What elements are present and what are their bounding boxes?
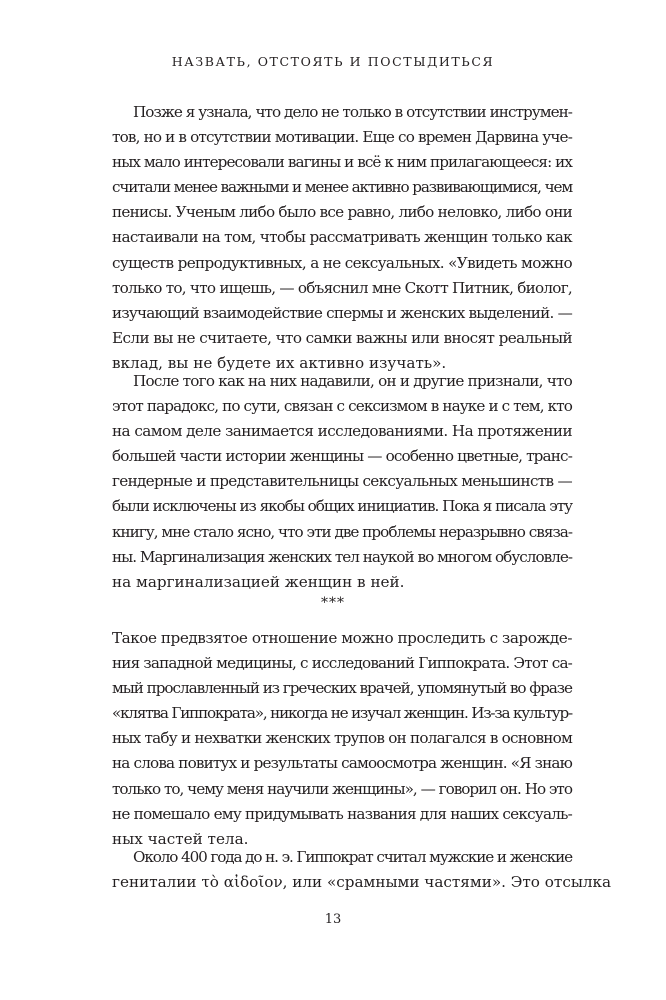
text-line: гениталии τὸ αἰδοῖον, или «срамными частями». Это отсылка <box>112 873 612 892</box>
text-line: большей части истории женщины — особенно цветные, транс- <box>112 447 572 466</box>
text-line: Такое предвзятое отношение можно проследить с зарожде- <box>112 629 572 647</box>
text-line: Позже я узнала, что дело не только в отсутствии инструмен- <box>133 103 572 121</box>
text-line: Если вы не считаете, что самки важны или вносят реальный <box>112 328 572 347</box>
running-head: НАЗВАТЬ, ОТСТОЯТЬ И ПОСТЫДИТЬСЯ <box>171 54 495 69</box>
text-line: этот парадокс, по сути, связан с сексизмом в науке и с тем, кто <box>112 397 572 416</box>
text-line: ных табу и нехватки женских трупов он полагался в основном <box>112 729 572 748</box>
text-line: ных частей тела. <box>112 829 249 848</box>
text-line: только то, что ищешь, — объяснил мне Скотт Питник, биолог, <box>112 278 572 297</box>
text-line: изучающий взаимодействие спермы и женских выделений. — <box>112 303 572 322</box>
text-line: были исключены из якобы общих инициатив. Пока я писала эту <box>112 497 572 516</box>
text-line: тов, но и в отсутствии мотивации. Еще со времен Дарвина уче- <box>112 128 572 147</box>
text-line: на слова повитух и результаты самоосмотра женщин. «Я знаю <box>112 754 572 773</box>
text-line: считали менее важными и менее активно развивающимися, чем <box>112 178 572 197</box>
text-line: существ репродуктивных, а не сексуальных. «Увидеть можно <box>112 253 572 272</box>
text-line: на маргинализацией женщин в ней. <box>112 572 405 591</box>
text-line: книгу, мне стало ясно, что эти две проблемы неразрывно связа- <box>112 522 572 541</box>
text-line: гендерные и представительницы сексуальных меньшинств — <box>112 472 572 491</box>
text-line: вклад, вы не будете их активно изучать». <box>112 353 447 372</box>
text-line: После того как на них надавили, он и другие признали, что <box>133 372 572 390</box>
text-line: ных мало интересовали вагины и всё к ним прилагающееся: их <box>112 153 572 172</box>
paragraph-4 <box>112 845 612 895</box>
text-line: не помешало ему придумывать названия для наших сексуаль- <box>112 804 572 823</box>
page-number: 13 <box>324 912 342 927</box>
text-line: на самом деле занимается исследованиями. На протяжении <box>112 422 572 441</box>
text-line: ны. Маргинализация женских тел наукой во многом обусловле- <box>112 547 572 566</box>
text-line: настаивали на том, чтобы рассматривать женщин только как <box>112 228 572 247</box>
text-line: ния западной медицины, с исследований Гиппократа. Этот са- <box>112 654 572 673</box>
section-separator: *** <box>321 595 345 611</box>
paragraph-3 <box>112 626 572 852</box>
paragraph-2 <box>112 369 572 595</box>
text-line: мый прославленный из греческих врачей, упомянутый во фразе <box>112 679 572 698</box>
text-line: «клятва Гиппократа», никогда не изучал женщин. Из-за культур- <box>112 704 572 723</box>
text-line: Около 400 года до н. э. Гиппократ считал мужские и женские <box>133 848 572 866</box>
paragraph-1 <box>112 100 572 376</box>
text-line: пенисы. Ученым либо было все равно, либо неловко, либо они <box>112 203 572 222</box>
text-line: только то, чему меня научили женщины», — говорил он. Но это <box>112 779 572 798</box>
